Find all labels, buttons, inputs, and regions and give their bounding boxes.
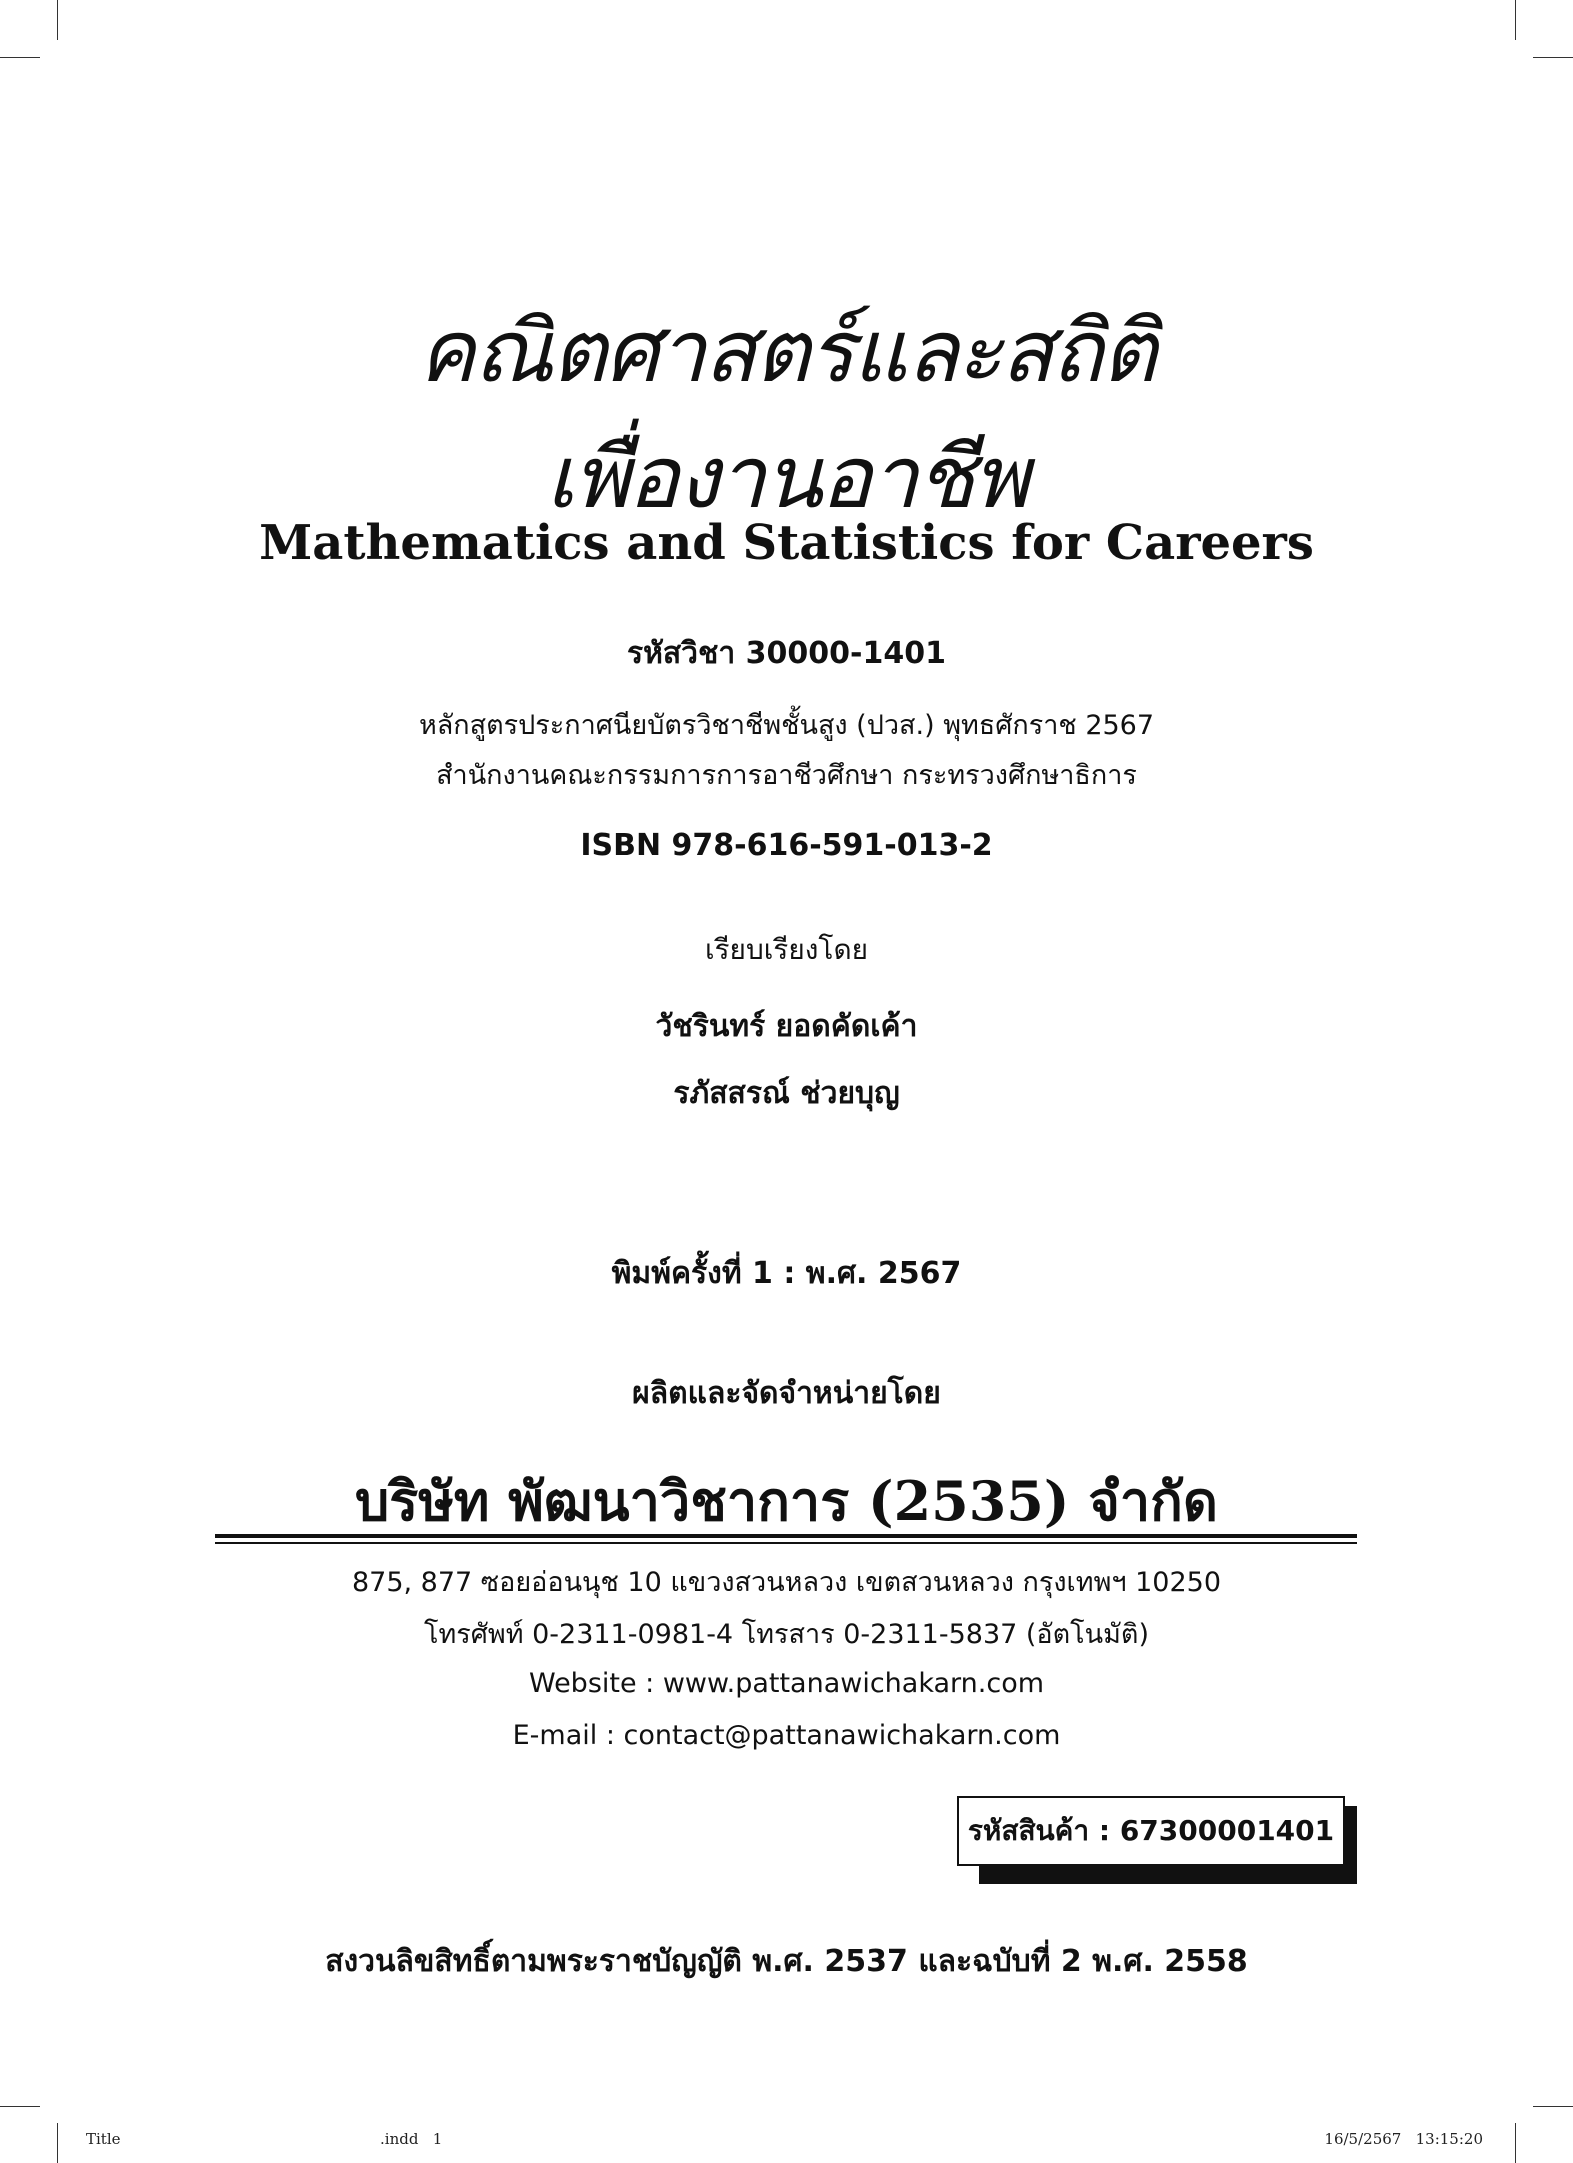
crop-mark xyxy=(57,2123,58,2163)
slug-timestamp: 16/5/2567 13:15:20 xyxy=(1324,2130,1483,2148)
slug-file-name: Title xyxy=(86,2130,121,2148)
author-1: วัชรินทร์ ยอดคัดเค้า xyxy=(655,1009,918,1044)
isbn: ISBN 978-616-591-013-2 xyxy=(580,828,993,863)
slug-file-page: .indd 1 xyxy=(380,2130,443,2148)
title-thai-line2: เพื่องานอาชีพ xyxy=(545,428,1028,528)
address: 875, 877 ซอยอ่อนนุช 10 แขวงสวนหลวง เขตสวนหลวง กรุงเทพฯ 10250 xyxy=(351,1567,1222,1598)
phone: โทรศัพท์ 0-2311-0981-4 โทรสาร 0-2311-5837 (อัตโนมัติ) xyxy=(423,1619,1150,1650)
compiled-by-label: เรียบเรียงโดย xyxy=(704,933,869,966)
publisher-rule-thick xyxy=(215,1534,1357,1538)
crop-mark xyxy=(1515,0,1516,40)
title-thai-line1: คณิตศาสตร์และสถิติ xyxy=(417,302,1156,402)
crop-mark xyxy=(1515,2123,1516,2163)
copyright-notice: สงวนลิขสิทธิ์ตามพระราชบัญญัติ พ.ศ. 2537 และฉบับที่ 2 พ.ศ. 2558 xyxy=(325,1944,1248,1979)
edition: พิมพ์ครั้งที่ 1 : พ.ศ. 2567 xyxy=(611,1256,962,1291)
publisher-name: บริษัท พัฒนาวิชาการ (2535) จำกัด xyxy=(355,1469,1218,1533)
crop-mark xyxy=(0,2106,40,2107)
author-2: รภัสสรณ์ ช่วยบุญ xyxy=(673,1076,900,1111)
crop-mark xyxy=(1533,57,1573,58)
title-english: Mathematics and Statistics for Careers xyxy=(259,515,1314,571)
product-code-box xyxy=(957,1796,1345,1866)
curriculum-line1: หลักสูตรประกาศนียบัตรวิชาชีพชั้นสูง (ปวส.) พุทธศักราช 2567 xyxy=(418,710,1155,741)
crop-mark xyxy=(57,0,58,40)
publisher-rule-thin xyxy=(215,1542,1357,1544)
product-code: รหัสสินค้า : 67300001401 xyxy=(967,1814,1335,1847)
crop-mark xyxy=(1533,2106,1573,2107)
curriculum-line2: สำนักงานคณะกรรมการการอาชีวศึกษา กระทรวงศึกษาธิการ xyxy=(436,760,1137,791)
produced-by-label: ผลิตและจัดจำหน่ายโดย xyxy=(632,1376,941,1411)
course-code: รหัสวิชา 30000-1401 xyxy=(626,636,946,671)
website: Website : www.pattanawichakarn.com xyxy=(528,1668,1045,1699)
crop-mark xyxy=(0,57,40,58)
email: E-mail : contact@pattanawichakarn.com xyxy=(512,1720,1061,1751)
